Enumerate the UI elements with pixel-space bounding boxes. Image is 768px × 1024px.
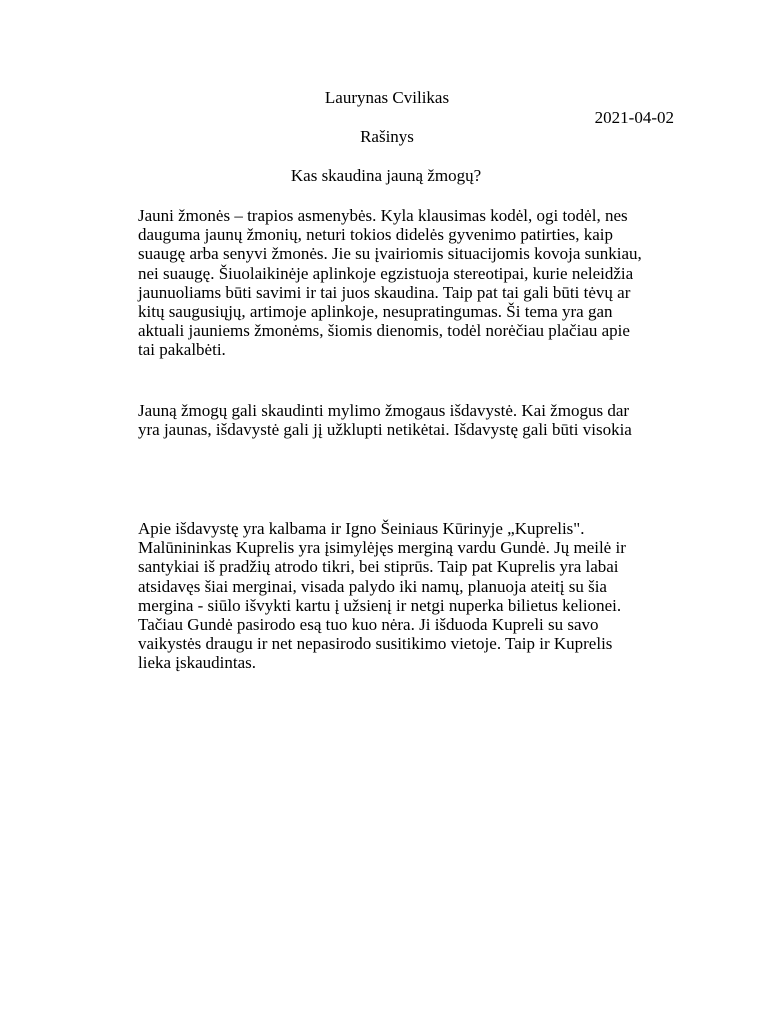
paragraph-line: Apie išdavystę yra kalbama ir Igno Šeiniaus Kūrinyje „Kuprelis". <box>138 519 585 538</box>
paragraph-line: jaunuoliams būti savimi ir tai juos skaudina. Taip pat tai gali būti tėvų ar <box>138 282 631 302</box>
author-name: Laurynas Cvilikas <box>324 88 450 107</box>
paragraph-line: yra jaunas, išdavystė gali jį užklupti netikėtai. Išdavystę gali būti visokia <box>138 420 632 440</box>
paragraph-line: lieka įskaudintas. <box>138 653 257 673</box>
paragraph-line: mergina - siūlo išvykti kartu į užsienį ir netgi nuperka bilietus kelionei. <box>138 595 622 615</box>
paragraph-intro <box>138 206 698 360</box>
paragraph-line: suaugę arba senyvi žmonės. Jie su įvairiomis situacijomis kovoja sunkiau, <box>138 244 642 264</box>
paragraph-line: santykiai iš pradžių atrodo tikri, bei stiprūs. Taip pat Kuprelis yra labai <box>138 557 619 577</box>
essay-title: Kas skaudina jauną žmogų? <box>290 166 482 185</box>
paragraph-line: atsidavęs šiai merginai, visada palydo iki namų, planuoja ateitį su šia <box>138 576 607 596</box>
paragraph-line: tai pakalbėti. <box>138 340 226 360</box>
paragraph-betrayal <box>138 401 698 439</box>
paragraph-line: kitų saugusiųjų, artimoje aplinkoje, nesupratingumas. Ši tema yra gan <box>138 302 613 322</box>
paragraph-kuprelis <box>138 519 698 673</box>
paragraph-line: nei suaugę. Šiuolaikinėje aplinkoje egzistuoja stereotipai, kurie neleidžia <box>138 263 634 283</box>
paragraph-line: dauguma jaunų žmonių, neturi tokios didelės gyvenimo patirties, kaip <box>138 225 613 245</box>
paragraph-line: Jauni žmonės – trapios asmenybės. Kyla klausimas kodėl, ogi todėl, nes <box>138 206 628 225</box>
document-date: 2021-04-02 <box>594 108 674 127</box>
paragraph-line: Malūnininkas Kuprelis yra įsimylėjęs merginą vardu Gundė. Jų meilė ir <box>138 538 626 558</box>
paragraph-line: Jauną žmogų gali skaudinti mylimo žmogaus išdavystė. Kai žmogus dar <box>138 401 630 420</box>
paragraph-line: aktuali jauniems žmonėms, šiomis dienomis, todėl norėčiau plačiau apie <box>138 321 630 341</box>
paragraph-line: vaikystės draugu ir net nepasirodo susitikimo vietoje. Taip ir Kuprelis <box>138 634 613 654</box>
paragraph-line: Tačiau Gundė pasirodo esą tuo kuo nėra. Ji išduoda Kupreli su savo <box>138 615 599 635</box>
document-type: Rašinys <box>360 127 414 146</box>
